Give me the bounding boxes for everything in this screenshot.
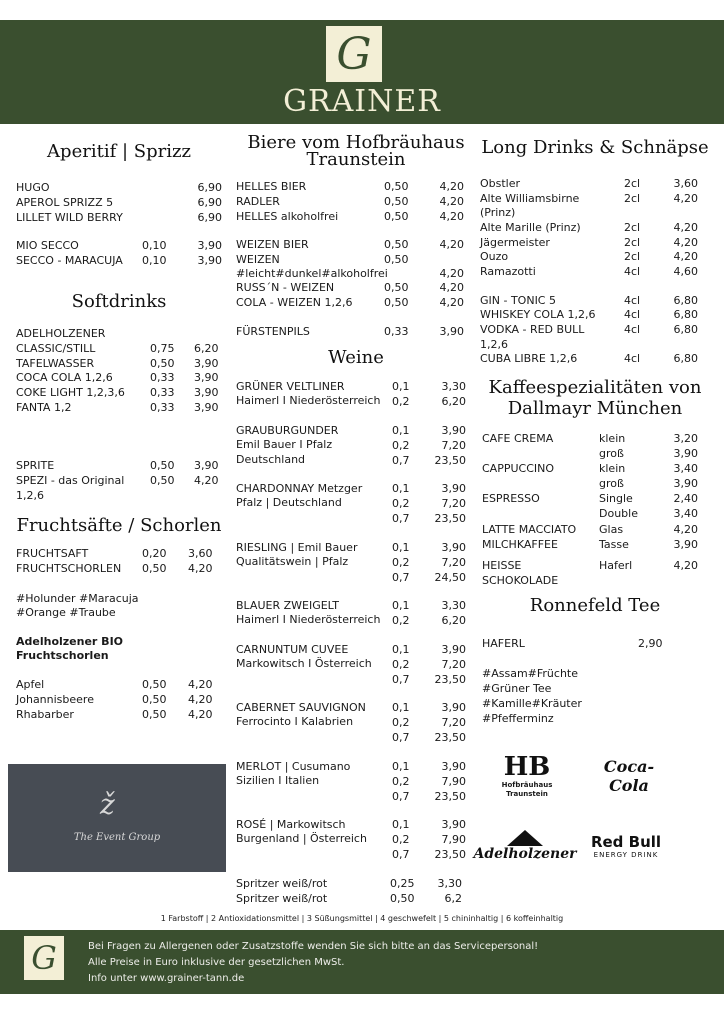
item-name: (Prinz) — [480, 206, 516, 219]
wine-size: 0,7 — [392, 571, 410, 584]
wine-origin: Qualitätswein | Pfalz — [236, 555, 349, 568]
juice-tag: #Orange #Traube — [16, 606, 116, 619]
wine-name: CARNUNTUM CUVEE — [236, 643, 349, 656]
item-name: COKE LIGHT 1,2,3,6 — [16, 386, 125, 399]
item-size: 0,50 — [390, 892, 415, 905]
item-name: Rhabarber — [16, 708, 74, 721]
hofbraeuhaus-logo — [486, 740, 568, 812]
wine-size: 0,1 — [392, 541, 410, 554]
juice-heading: Fruchtsäfte / Schorlen — [16, 515, 222, 536]
item-name: CUBA LIBRE 1,2,6 — [480, 352, 578, 365]
item-name: Jägermeister — [480, 236, 550, 249]
item-size: 0,50 — [142, 678, 167, 691]
wine-name: BLAUER ZWEIGELT — [236, 599, 340, 612]
item-price: 6,90 — [197, 196, 222, 209]
item-name: LILLET WILD BERRY — [16, 211, 123, 224]
item-size: Single — [599, 492, 633, 505]
item-size: 0,50 — [142, 562, 167, 575]
item-name: VODKA - RED BULL — [480, 323, 585, 336]
wine-origin: Deutschland — [236, 453, 306, 466]
item-name: HELLES BIER — [236, 180, 307, 193]
item-price: 3,60 — [673, 177, 698, 190]
wine-price: 23,50 — [434, 790, 466, 803]
coffee-heading: Kaffeespezialitäten von — [488, 377, 702, 398]
item-size: 0,50 — [384, 180, 409, 193]
additives-footnote: 1 Farbstoff | 2 Antioxidationsmittel | 3 Süßungsmittel | 4 geschwefelt | 5 chininhaltig | 6 koffeinhaltig — [160, 914, 564, 923]
wine-size: 0,2 — [392, 614, 410, 627]
wine-price: 3,90 — [441, 424, 466, 437]
item-price: 4,20 — [188, 678, 213, 691]
item-size: 0,33 — [384, 325, 409, 338]
adelholzener-name: Adelholzener — [473, 846, 577, 862]
wine-price: 3,90 — [441, 760, 466, 773]
wine-size: 0,7 — [392, 454, 410, 467]
softdrinks-heading: Softdrinks — [71, 291, 167, 312]
wine-origin: Haimerl I Niederösterreich — [236, 613, 381, 626]
item-name: MIO SECCO — [16, 239, 79, 252]
item-name: Ouzo — [480, 250, 509, 263]
item-price: 4,20 — [673, 250, 698, 263]
item-name: Alte Marille (Prinz) — [480, 221, 581, 234]
wine-name: GRAUBURGUNDER — [236, 424, 339, 437]
item-name: COLA - WEIZEN 1,2,6 — [236, 296, 353, 309]
item-name: SECCO - MARACUJA — [16, 254, 123, 267]
item-name: CAFE CREMA — [482, 432, 554, 445]
wine-size: 0,1 — [392, 424, 410, 437]
item-name: WEIZEN — [236, 253, 280, 266]
beer-heading: Biere vom Hofbräuhaus Traunstein — [247, 132, 465, 170]
wine-size: 0,2 — [392, 658, 410, 671]
item-size: 0,50 — [384, 296, 409, 309]
item-name: GIN - TONIC 5 — [480, 294, 556, 307]
item-size: 0,75 — [150, 342, 175, 355]
tea-name: HAFERL — [482, 637, 525, 650]
item-size: 0,50 — [384, 238, 409, 251]
item-name: CLASSIC/STILL — [16, 342, 96, 355]
wine-origin: Markowitsch I Österreich — [236, 657, 372, 670]
item-size: groß — [599, 477, 624, 490]
wine-size: 0,2 — [392, 439, 410, 452]
wine-origin: Haimerl I Niederösterreich — [236, 394, 381, 407]
item-name: #leicht#dunkel#alkoholfrei — [236, 267, 388, 280]
item-size: 2cl — [624, 236, 641, 249]
item-name: RADLER — [236, 195, 280, 208]
wine-name: MERLOT | Cusumano — [236, 760, 351, 773]
item-size: 2cl — [624, 221, 641, 234]
item-price: 3,40 — [673, 462, 698, 475]
item-price: 6,80 — [673, 294, 698, 307]
wine-price: 23,50 — [434, 673, 466, 686]
item-size: Double — [599, 507, 638, 520]
wine-size: 0,2 — [392, 395, 410, 408]
item-price: 3,90 — [194, 459, 219, 472]
item-size: 0,10 — [142, 254, 167, 267]
item-size: groß — [599, 447, 624, 460]
wine-price: 23,50 — [434, 731, 466, 744]
item-size: klein — [599, 462, 626, 475]
wine-size: 0,7 — [392, 673, 410, 686]
item-name: RUSS´N - WEIZEN — [236, 281, 335, 294]
tea-heading: Ronnefeld Tee — [529, 595, 661, 616]
item-size: 0,33 — [150, 401, 175, 414]
item-size: Haferl — [599, 559, 633, 572]
item-size: 0,50 — [142, 693, 167, 706]
juice-tag: #Holunder #Maracuja — [16, 592, 139, 605]
item-price: 6,90 — [197, 181, 222, 194]
bio-heading: Adelholzener BIO — [16, 635, 124, 648]
item-name: 1,2,6 — [480, 338, 508, 351]
brand-title: GRAINER — [283, 84, 441, 119]
item-size: 0,50 — [384, 210, 409, 223]
footer-website: Info unter www.grainer-tann.de — [88, 973, 245, 984]
aperitif-heading: Aperitif | Sprizz — [47, 141, 191, 162]
item-price: 4,20 — [188, 562, 213, 575]
footer-price-note: Alle Preise in Euro inklusive der gesetzlichen MwSt. — [88, 957, 345, 968]
wine-origin: Burgenland | Österreich — [236, 832, 367, 845]
item-name: HUGO — [16, 181, 50, 194]
item-price: 3,90 — [194, 371, 219, 384]
item-price: 4,20 — [439, 267, 464, 280]
adelholzener-logo — [473, 824, 577, 868]
item-size: 0,50 — [150, 459, 175, 472]
event-group-name: The Event Group — [73, 832, 161, 843]
item-price: 6,80 — [673, 308, 698, 321]
item-name: SPEZI - das Original — [16, 474, 125, 487]
item-price: 4,20 — [188, 693, 213, 706]
item-price: 4,20 — [673, 559, 698, 572]
bio-heading: Fruchtschorlen — [16, 649, 109, 662]
hb-name: Traunstein — [506, 790, 548, 798]
longdrinks-heading: Long Drinks & Schnäpse — [481, 137, 709, 158]
item-size: 0,10 — [142, 239, 167, 252]
item-name: MILCHKAFFEE — [482, 538, 558, 551]
item-name: CAPPUCCINO — [482, 462, 555, 475]
wine-origin: Emil Bauer I Pfalz — [236, 438, 333, 451]
item-name: FRUCHTSAFT — [16, 547, 89, 560]
wine-size: 0,7 — [392, 512, 410, 525]
wine-price: 24,50 — [434, 571, 466, 584]
item-size: 0,33 — [150, 371, 175, 384]
item-name: APEROL SPRIZZ 5 — [16, 196, 114, 209]
item-price: 3,30 — [437, 877, 462, 890]
wine-name: RIESLING | Emil Bauer — [236, 541, 358, 554]
wine-price: 7,90 — [441, 833, 466, 846]
item-price: 4,20 — [673, 192, 698, 205]
wine-name: GRÜNER VELTLINER — [236, 380, 345, 393]
item-name: Obstler — [480, 177, 521, 190]
item-name: SCHOKOLADE — [482, 574, 559, 587]
wine-price: 7,20 — [441, 439, 466, 452]
item-name: Alte Williamsbirne — [480, 192, 580, 205]
wine-price: 3,30 — [441, 599, 466, 612]
item-size: 0,25 — [390, 877, 415, 890]
wine-price: 3,90 — [441, 541, 466, 554]
item-size: 2cl — [624, 250, 641, 263]
item-price: 4,20 — [439, 195, 464, 208]
item-name: HEISSE — [482, 559, 522, 572]
item-price: 6,80 — [673, 352, 698, 365]
item-size: Glas — [599, 523, 624, 536]
wine-size: 0,1 — [392, 380, 410, 393]
tea-tag: #Grüner Tee — [482, 682, 552, 695]
wine-price: 23,50 — [434, 848, 466, 861]
item-size: 4cl — [624, 323, 641, 336]
hb-crest-icon: HB — [503, 752, 551, 782]
event-mark-icon: ž — [100, 788, 115, 821]
wine-heading: Weine — [328, 347, 384, 368]
item-name: Apfel — [16, 678, 45, 691]
wine-price: 7,20 — [441, 716, 466, 729]
item-price: 6,2 — [444, 892, 462, 905]
coca-cola-logo: Coca-Cola — [603, 757, 655, 795]
item-price: 2,40 — [673, 492, 698, 505]
wine-size: 0,7 — [392, 731, 410, 744]
wine-price: 7,90 — [441, 775, 466, 788]
item-name: 1,2,6 — [16, 489, 44, 502]
tea-tag: #Pfefferminz — [482, 712, 554, 725]
wine-origin: Sizilien I Italien — [236, 774, 320, 787]
item-size: 0,33 — [150, 386, 175, 399]
footer-logo-icon: G — [24, 936, 64, 980]
item-name: SPRITE — [16, 459, 55, 472]
item-price: 3,90 — [439, 325, 464, 338]
item-name: COCA COLA 1,2,6 — [16, 371, 113, 384]
item-size: 0,50 — [384, 253, 409, 266]
wine-size: 0,1 — [392, 599, 410, 612]
wine-size: 0,2 — [392, 556, 410, 569]
item-size: 0,20 — [142, 547, 167, 560]
item-name: ESPRESSO — [482, 492, 540, 505]
header-banner — [0, 20, 724, 124]
wine-price: 23,50 — [434, 512, 466, 525]
item-size: Tasse — [599, 538, 629, 551]
wine-size: 0,2 — [392, 775, 410, 788]
item-price: 4,20 — [439, 296, 464, 309]
item-name: Spritzer weiß/rot — [236, 892, 328, 905]
wine-price: 7,20 — [441, 658, 466, 671]
wine-price: 3,30 — [441, 380, 466, 393]
item-price: 3,60 — [188, 547, 213, 560]
item-size: 2cl — [624, 177, 641, 190]
item-name: WEIZEN BIER — [236, 238, 309, 251]
item-price: 4,60 — [673, 265, 698, 278]
wine-price: 23,50 — [434, 454, 466, 467]
item-name: LATTE MACCIATO — [482, 523, 577, 536]
wine-size: 0,1 — [392, 818, 410, 831]
item-size: 0,50 — [384, 195, 409, 208]
item-size: 4cl — [624, 294, 641, 307]
red-bull-name: Red Bull — [590, 832, 662, 851]
wine-size: 0,1 — [392, 760, 410, 773]
wine-price: 3,90 — [441, 818, 466, 831]
item-size: 0,50 — [384, 281, 409, 294]
wine-price: 3,90 — [441, 643, 466, 656]
wine-size: 0,7 — [392, 848, 410, 861]
item-size: 0,50 — [142, 708, 167, 721]
item-size: 0,50 — [150, 474, 175, 487]
item-price: 3,90 — [673, 538, 698, 551]
item-price: 4,20 — [439, 210, 464, 223]
wine-size: 0,2 — [392, 833, 410, 846]
wine-price: 3,90 — [441, 482, 466, 495]
wine-size: 0,1 — [392, 482, 410, 495]
wine-name: ROSÉ | Markowitsch — [236, 818, 346, 831]
item-price: 4,20 — [673, 221, 698, 234]
item-size: 4cl — [624, 308, 641, 321]
item-price: 4,20 — [194, 474, 219, 487]
wine-origin: Ferrocinto I Kalabrien — [236, 715, 354, 728]
item-price: 3,90 — [194, 357, 219, 370]
item-name: ADELHOLZENER — [16, 327, 106, 340]
item-size: 4cl — [624, 352, 641, 365]
wine-size: 0,1 — [392, 643, 410, 656]
item-name: FANTA 1,2 — [16, 401, 72, 414]
item-price: 4,20 — [673, 236, 698, 249]
wine-origin: Pfalz | Deutschland — [236, 496, 342, 509]
item-price: 3,90 — [673, 447, 698, 460]
wine-size: 0,7 — [392, 790, 410, 803]
wine-price: 7,20 — [441, 497, 466, 510]
tea-tag: #Assam#Früchte — [482, 667, 578, 680]
item-price: 3,40 — [673, 507, 698, 520]
item-name: Johannisbeere — [16, 693, 94, 706]
item-price: 6,90 — [197, 211, 222, 224]
item-name: HELLES alkoholfrei — [236, 210, 339, 223]
logo-icon: G — [326, 26, 382, 82]
item-price: 3,90 — [194, 386, 219, 399]
wine-price: 7,20 — [441, 556, 466, 569]
wine-price: 6,20 — [441, 395, 466, 408]
item-size: klein — [599, 432, 626, 445]
item-price: 4,20 — [439, 238, 464, 251]
item-name: WHISKEY COLA 1,2,6 — [480, 308, 596, 321]
wine-price: 6,20 — [441, 614, 466, 627]
item-price: 3,90 — [197, 254, 222, 267]
item-price: 3,90 — [194, 401, 219, 414]
tea-price: 2,90 — [638, 637, 663, 650]
item-size: 2cl — [624, 192, 641, 205]
wine-size: 0,2 — [392, 716, 410, 729]
item-name: TAFELWASSER — [16, 357, 95, 370]
event-group-logo — [8, 764, 226, 872]
red-bull-logo — [586, 828, 666, 864]
item-price: 6,20 — [194, 342, 219, 355]
wine-size: 0,2 — [392, 497, 410, 510]
item-name: Spritzer weiß/rot — [236, 877, 328, 890]
wine-name: CABERNET SAUVIGNON — [236, 701, 366, 714]
item-price: 3,20 — [673, 432, 698, 445]
item-price: 3,90 — [197, 239, 222, 252]
item-price: 4,20 — [673, 523, 698, 536]
footer-allergen-note: Bei Fragen zu Allergenen oder Zusatzstoffe wenden Sie sich bitte an das Servicepersonal! — [88, 941, 539, 952]
item-size: 4cl — [624, 265, 641, 278]
wine-name: CHARDONNAY Metzger — [236, 482, 363, 495]
footer-banner — [0, 930, 724, 994]
item-price: 4,20 — [439, 180, 464, 193]
coffee-heading: Dallmayr München — [507, 398, 683, 419]
wine-size: 0,1 — [392, 701, 410, 714]
item-price: 4,20 — [188, 708, 213, 721]
item-price: 6,80 — [673, 323, 698, 336]
wine-price: 3,90 — [441, 701, 466, 714]
item-name: FÜRSTENPILS — [236, 325, 310, 338]
item-name: Ramazotti — [480, 265, 536, 278]
item-price: 4,20 — [439, 281, 464, 294]
red-bull-sub: ENERGY DRINK — [593, 850, 659, 859]
item-price: 3,90 — [673, 477, 698, 490]
hb-name: Hofbräuhaus — [501, 781, 553, 789]
mountain-icon — [507, 830, 543, 846]
item-name: FRUCHTSCHORLEN — [16, 562, 122, 575]
item-size: 0,50 — [150, 357, 175, 370]
tea-tag: #Kamille#Kräuter — [482, 697, 582, 710]
